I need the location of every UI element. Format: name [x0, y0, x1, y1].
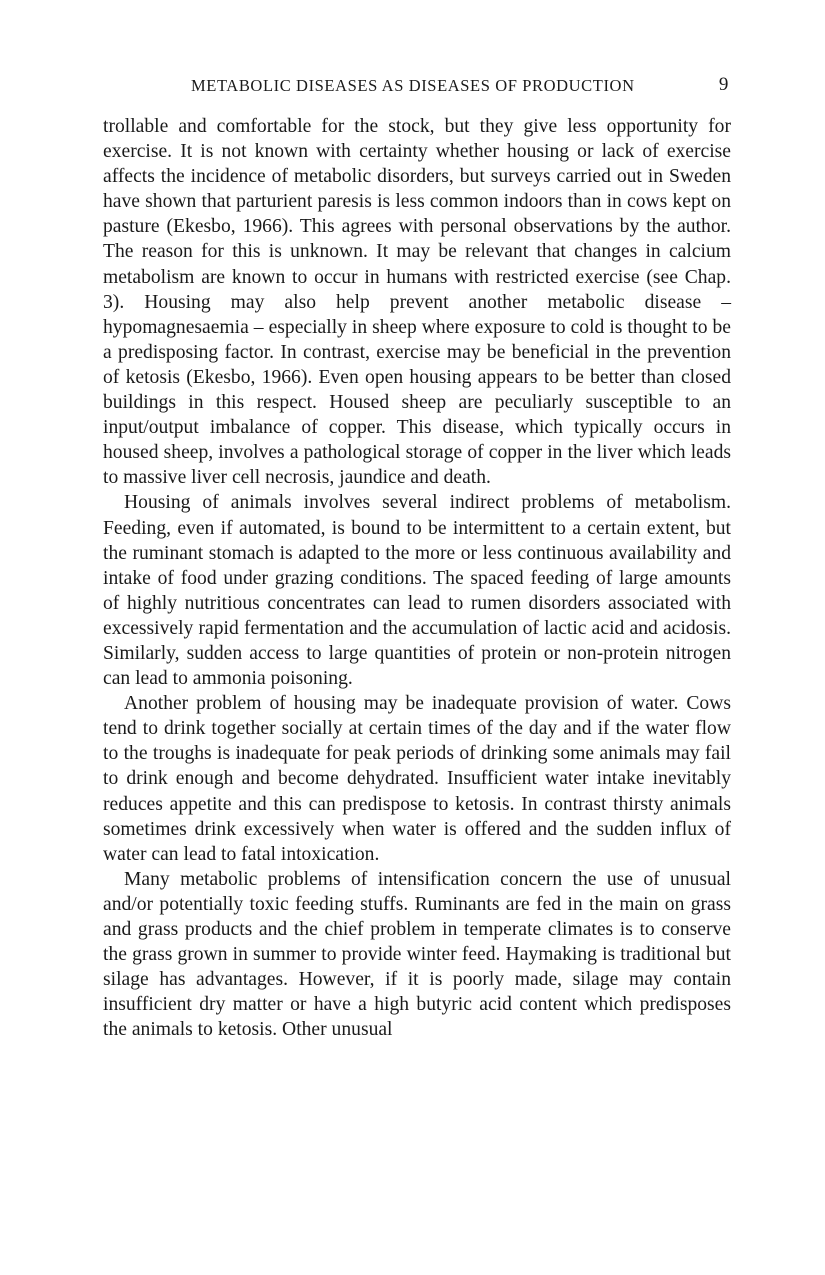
body-text — [103, 114, 731, 1042]
paragraph-water-provision: Another problem of housing may be inadequate provision of water. Cows tend to drink together socially at certain times of the day and if the water flow to the troughs is inadequate for peak periods of drinking some animals may fail to drink enough and become dehydrated. Insufficient water intake inevitably reduces appetite and this can predispose to ketosis. In contrast thirsty animals sometimes drink excessively when water is offered and the sudden influx of water can lead to fatal intoxication. — [103, 693, 731, 865]
paragraph-feeding-stuffs: Many metabolic problems of intensification concern the use of unusual and/or potentially toxic feeding stuffs. Ruminants are fed in the main on grass and grass products and the chief problem in temperate climates is to conserve the grass grown in summer to provide winter feed. Haymaking is traditional but silage has advantages. However, if it is poorly made, silage may contain insufficient dry matter or have a high butyric acid content which predisposes the animals to ketosis. Other unusual — [103, 868, 731, 1041]
book-page — [103, 74, 731, 1042]
running-head — [103, 74, 731, 104]
paragraph-continued: trollable and comfortable for the stock, but they give less opportunity for exercise. It is not known with certainty whether housing or lack of exercise affects the incidence of metabolic disorders, but surveys carried out in Sweden have shown that parturient paresis is less common indoors than in cows kept on pasture (Ekesbo, 1966). This agrees with personal observations by the author. The reason for this is unknown. It may be relevant that changes in calcium metabolism are known to occur in humans with restricted exercise (see Chap. 3). Housing may also help prevent another metabolic disease – hypomagnesaemia – especially in sheep where exposure to cold is thought to be a predisposing factor. In contrast, exercise may be beneficial in the prevention of ketosis (Ekesbo, 1966). Even open housing appears to be better than closed buildings in this respect. Housed sheep are peculiarly susceptible to an input/output imbalance of copper. This disease, which typically occurs in housed sheep, involves a pathological storage of copper in the liver which leads to massive liver cell necrosis, jaundice and death. — [103, 116, 731, 489]
running-head-title: METABOLIC DISEASES AS DISEASES OF PRODUCTION — [191, 76, 635, 95]
page-number: 9 — [718, 74, 729, 95]
paragraph-housing-metabolism: Housing of animals involves several indirect problems of metabolism. Feeding, even if automated, is bound to be intermittent to a certain extent, but the ruminant stomach is adapted to the more or less continuous availability and intake of food under grazing conditions. The spaced feeding of large amounts of highly nutritious concentrates can lead to rumen disorders associated with excessively rapid fermentation and the accumulation of lactic acid and acidosis. Similarly, sudden access to large quantities of protein or non-protein nitrogen can lead to ammonia poisoning. — [103, 492, 731, 690]
